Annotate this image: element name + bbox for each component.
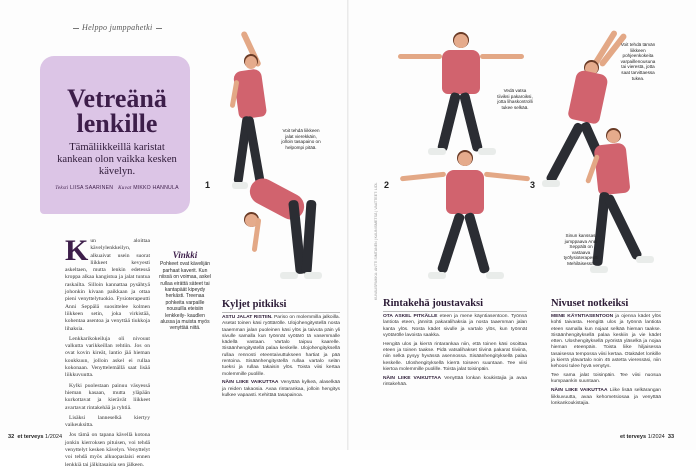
- exercise-3-title: Nivuset notkeiksi: [551, 298, 629, 309]
- exercise-1-text: ASTU JALAT RISTIIN. Pariso on molemmilla jalkoilla. Asetat toinen käsi ryöttärölle. Ulojohengitystellä nosta taaemman jalan puoleinen käsi ylös ja taivuta päin yli sivulle samalla kun työnnät vyötärö tä vasemmalle kädellä vastaan. Vartalo taipuu kaarelle. Sisäänhengitystellä palaa keskelle. Ulojohengityksellä rullaa rennosti eteentaivuttukseen hartiat ja pää rentoina. Sisäänhengitystellä rullaa vartalo selän tueksi ja rullaa takaisin ylös. Toista viisi kertaa molemmille puolille. NÄIN LIIKE VAIKUTTAA Venyttää kylkeä, alaselkää ja reiden takaosia. Avaa rintarankaa, jolloin hengitys kulkee vapaasti. Kehittää tasapainoa.: [222, 315, 340, 399]
- deck: Tämäliikkeillä karistat kankean olon vaikka kesken kävelyn.: [57, 142, 177, 177]
- exercise-2-photo-twist-lunge: [400, 148, 530, 283]
- series-label: Helppo jumppahetki: [70, 23, 165, 32]
- exercise-2-text: OTA ASKEL PITKÄLLE eteen ja mene käyntiasentoon. Työnnä lantiota eteen, jännitä pakaralihaksia ja nosta taaemman jalan kanta ylös. Nosta kädet sivulle ja vartalo ylös, kun työnnät vyötärölle lavoista saakka. Hengitä ulos ja kierrä rintarankaa niin, että toinen käsi osoittaa eteen ja toinen taakse. Pidä vatsalihakset tiivinä pakarat tiiviinä, niin selkä pysyy hyvässä asennossa. Sisäänhengityksellä palaa keskelle. Uloshengityksellä kierrä toiseen suuntaan. Tee viisi kiertoa molemmille puolille. Toista jalat toisinpäin. NÄIN LIIKE VAIKUTTAA Venyttää lonkan koukistajia ja avaa rintakehää.: [383, 314, 527, 387]
- intro-paragraph: un aloittaa kävelylenkkeilyn, alkuaivat usein suorat liikkeet kevyesti askeltaen, mutta lenkin edetessä kroppa alkaa kangistua ja jalat tuntua raskailta. Silloin kannattaa pysähtyä johonkin kivaan paikkaan ja ottaa pieni venyttelytuokio. Fysioterapeutti Anni Seppälä suosittelee kolmen liikkeen setin, joka virkistää, kohentaa asentoa ja venyttää tiukkoja lihaksia.: [65, 238, 150, 332]
- tip-box: [158, 252, 212, 332]
- intro-paragraph: Lenkkarikokeiluja oli nivouut valkutta varikkeillan rehtiin. Jos on ovat kovin kireät, lantio jää hieman koukkuun, jolloin askel ei rullaa kokonaan. Venyttelemällä saat lisää liikkuvuutta.: [65, 335, 150, 379]
- footer-brand-left: et terveys: [17, 434, 44, 440]
- exercise-1-photo-forward-fold: [238, 178, 330, 288]
- page-number-right: 33: [667, 434, 675, 440]
- footer-right: [620, 434, 674, 440]
- intro-text: [65, 234, 150, 472]
- tip-text: Pohkeet ovat kävelijän parhaat kaverit. Kun niissä on voimaa, askel rullaa eirättä säteet tai kantapäät kipeydy herkästi. Treenaa pohkeita varpaille nousuilla eteisiin lenkkeily- kaudlen alussa ja muista myös venyttää niitä.: [159, 261, 211, 332]
- credits: Teksti LIISA SAARINEN Kuvat MIKKO HANNULA: [55, 185, 179, 191]
- footer-brand-right: et terveys: [620, 434, 647, 440]
- title-box: [40, 56, 190, 214]
- exercise-1-rule: [222, 312, 340, 313]
- exercise-1-title: Kyljet pitkiksi: [222, 299, 287, 310]
- footer-left: [8, 434, 62, 440]
- headline: Vetreänä lenkille: [67, 84, 167, 138]
- dropcap: K: [65, 234, 89, 267]
- exercise-2-rule: [383, 311, 527, 312]
- page-number-left: 32: [8, 434, 15, 440]
- exercise-3-caption: Voit tehdä tämän liikkeen pohjeenkokeita varpaillenousuna tai vierestä, jotta saat tarvittaessa tukea.: [620, 42, 656, 81]
- footer-issue-right: 1/2024: [647, 434, 665, 440]
- footer-issue-left: 1/2024: [45, 434, 63, 440]
- exercise-2-title: Rintakehä joustavaksi: [383, 298, 484, 309]
- step-number-2: 2: [384, 180, 390, 190]
- intro-paragraph: Lisäksi lanneselkä kiertyy vaikeuksitta.: [65, 414, 150, 429]
- exercise-3-rule: [551, 311, 661, 312]
- intro-paragraph: Jos tämä on tapana kävellä kotona jonkin kierroksen pituisen, voi tehdä venyttelyt kesken kävelyn. Venyttelyt voi tehdä myös alkuopaslaisi ennen lenkkiä tai jälkitasaisia sen jälkeen.: [65, 432, 150, 468]
- page-gutter: [347, 0, 349, 450]
- photo-credit: KUVAUSPAIKKA: ANTTI SIMTANEN | KAUNISMETSÄ | VAATTEET: LIDL: [374, 182, 378, 300]
- instructor-caption: Sinun kanssasi jumppaava Anni Seppälä on vastaava työfysioterapeutti Mehiläisessä.: [563, 233, 599, 266]
- step-number-3: 3: [530, 180, 536, 190]
- exercise-1-photo-standing: [218, 30, 278, 195]
- exercise-3-text: MENE KÄYNTIASENTOON ja ojenna kädet ylös kohti taivasta. Hengitä ulos ja työnnä lantiota eteen samalla kun nojaat selkää hieman taakse. Sisäänhengityksellä palaa keskiin ja vie kädet etten. Uloshengityksellä pyöristä yläselkä ja nojaa hieman eteenpäin. Toista liike hiljaisessa tasaisessa tempossa viisi kertaa. Otakädet lonkille ja kierrä ylävartalo noin 45 astetta vieressäsi, niin kehoosi tulee hyvä venytys. Tee sama jalat toisinpäin. Tee viisi nuosua kumpaankin suuntaan. NÄIN LIIKE VAIKUTTAA Liike lisää selkärangan liikkuvuutta, avaa kehometsiosaa ja venyttää lonkankoukistajia.: [551, 314, 662, 406]
- exercise-2-caption: Vedä vatsa tiiviksi pakaroiksi, jotta lihaskontrolli tukee selkää.: [497, 88, 533, 110]
- tip-title: Vinkki: [172, 250, 198, 260]
- exercise-1-caption: Voit tehdä liikkeen jalat vierekkäin, jolloin tasapaino on helpompi pitää.: [281, 128, 321, 150]
- intro-paragraph: Kylki puolestaan painuu väsyessä hieman kasaan, mutta yläpään kurkottavat ja kierävät liikkeet avartavat rintakehää ja ryhtiä.: [65, 382, 150, 411]
- step-number-1: 1: [205, 180, 211, 190]
